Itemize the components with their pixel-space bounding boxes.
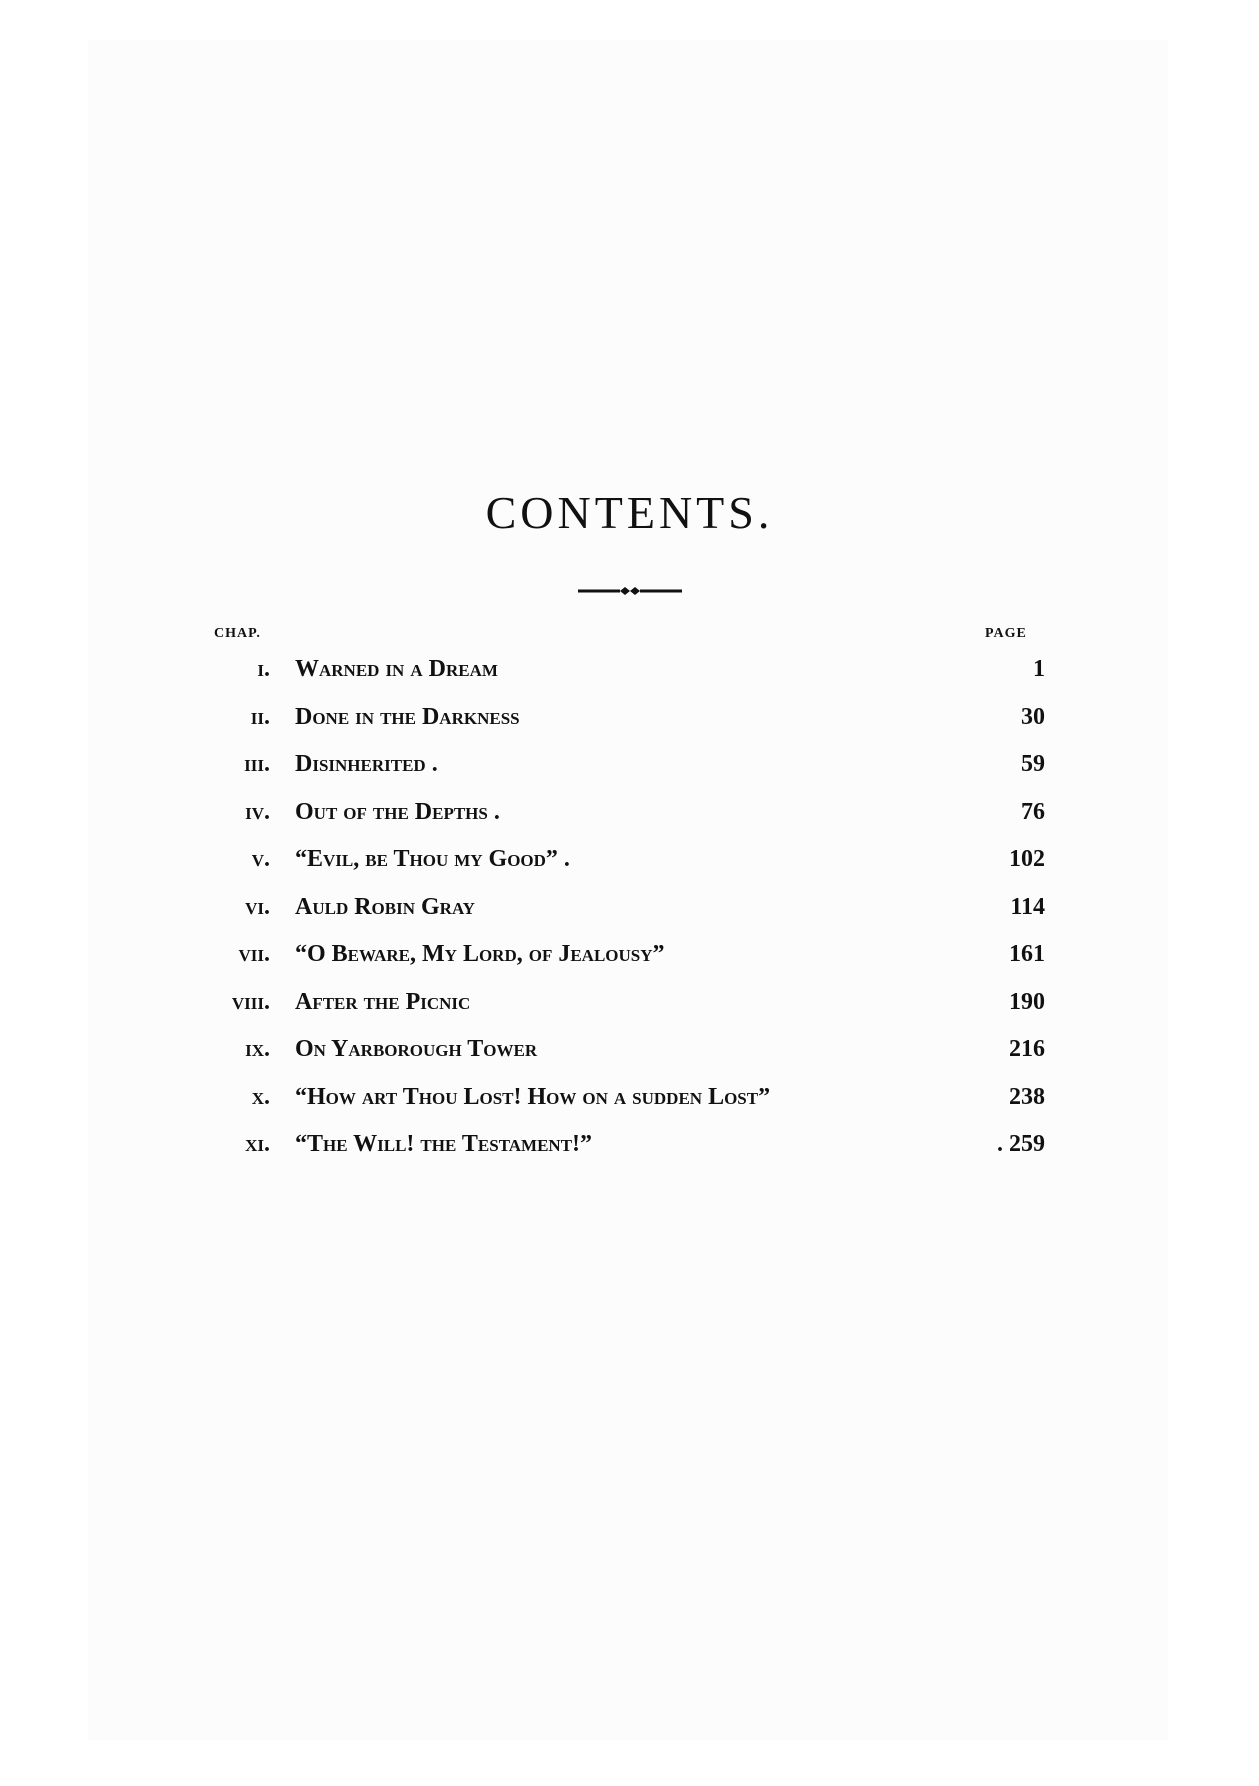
page-number: 216 [1009, 1036, 1045, 1062]
chapter-column-header: CHAP. [214, 626, 261, 641]
toc-entry [200, 1125, 1060, 1173]
page-number: 238 [1009, 1083, 1045, 1110]
chapter-number: v. [251, 846, 270, 872]
table-of-contents [200, 650, 1060, 1173]
chapter-number: xi. [245, 1131, 270, 1157]
page-number: 30 [1021, 703, 1045, 730]
chapter-title: “Evil, be Thou my Good” . [295, 846, 570, 872]
ornament-divider [578, 584, 682, 598]
chapter-title: Auld Robin Gray [295, 893, 475, 920]
toc-entry [200, 698, 1060, 746]
page-number: 190 [1009, 988, 1045, 1015]
chapter-title: On Yarborough Tower [295, 1036, 538, 1062]
page-number: 102 [1009, 846, 1045, 872]
chapter-number: vii. [238, 941, 270, 967]
toc-entry [200, 935, 1060, 983]
chapter-number: ix. [245, 1036, 270, 1062]
chapter-title: Out of the Depths . [295, 798, 500, 825]
toc-entry [200, 983, 1060, 1031]
chapter-title: Disinherited . [295, 751, 438, 777]
page-column-header: PAGE [985, 626, 1027, 641]
toc-entry [200, 1030, 1060, 1078]
chapter-number: x. [251, 1083, 270, 1110]
chapter-number: i. [257, 656, 270, 682]
chapter-number: ii. [250, 703, 270, 730]
page-number: 161 [1009, 941, 1045, 967]
chapter-title: After the Picnic [295, 988, 471, 1015]
toc-entry [200, 1078, 1060, 1126]
chapter-title: Done in the Darkness [295, 703, 520, 730]
chapter-number: iii. [244, 751, 270, 777]
toc-entry [200, 745, 1060, 793]
chapter-number: viii. [231, 988, 270, 1015]
page-title: CONTENTS. [485, 487, 774, 538]
page-number: 1 [1033, 656, 1045, 682]
toc-entry [200, 650, 1060, 698]
toc-entry [200, 888, 1060, 936]
chapter-number: iv. [245, 798, 270, 825]
chapter-number: vi. [245, 893, 270, 920]
page-number: 76 [1021, 798, 1045, 825]
toc-entry [200, 840, 1060, 888]
page-number: 114 [1010, 893, 1045, 920]
chapter-title: “The Will! the Testament!” [295, 1131, 593, 1157]
chapter-title: Warned in a Dream [295, 656, 498, 682]
chapter-title: “How art Thou Lost! How on a sudden Lost” [295, 1083, 771, 1110]
toc-entry [200, 793, 1060, 841]
page-number: . 259 [997, 1131, 1045, 1157]
chapter-title: “O Beware, My Lord, of Jealousy” [295, 941, 665, 967]
page-number: 59 [1021, 751, 1045, 777]
